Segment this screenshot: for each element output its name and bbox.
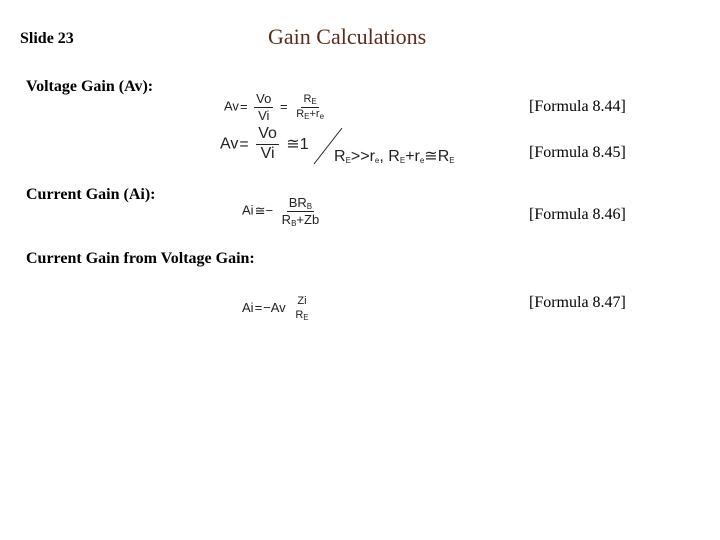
formula-8-44-equation: Av= $\frac{Vo}{Vi}$ = $\frac{RE}{RE+re}$ — [224, 91, 325, 123]
voltage-gain-label: Voltage Gain (Av): — [26, 78, 154, 95]
current-from-voltage-label: Current Gain from Voltage Gain: — [26, 250, 255, 267]
current-gain-label: Current Gain (Ai): — [26, 186, 156, 203]
formula-8-45-equation: Av= $\frac{Vo}{Vi}$ ≅1 — [220, 125, 309, 162]
slide-title: Gain Calculations — [268, 24, 427, 49]
formula-ref-8-45: [Formula 8.45] — [529, 144, 626, 161]
formula-ref-8-46: [Formula 8.46] — [529, 206, 626, 223]
formula-ref-8-47: [Formula 8.47] — [529, 294, 626, 311]
formula-ref-8-44: [Formula 8.44] — [529, 98, 626, 115]
formula-8-47-equation: Ai=−Av Zi RE — [242, 295, 309, 322]
formula-8-45-condition: RE>>re, RE+re≅RE — [334, 148, 455, 165]
formula-8-46-equation: Ai≅− $\frac{\text{BRB}}{RB+Zb}$ — [242, 195, 320, 228]
slide-number: Slide 23 — [20, 30, 74, 47]
